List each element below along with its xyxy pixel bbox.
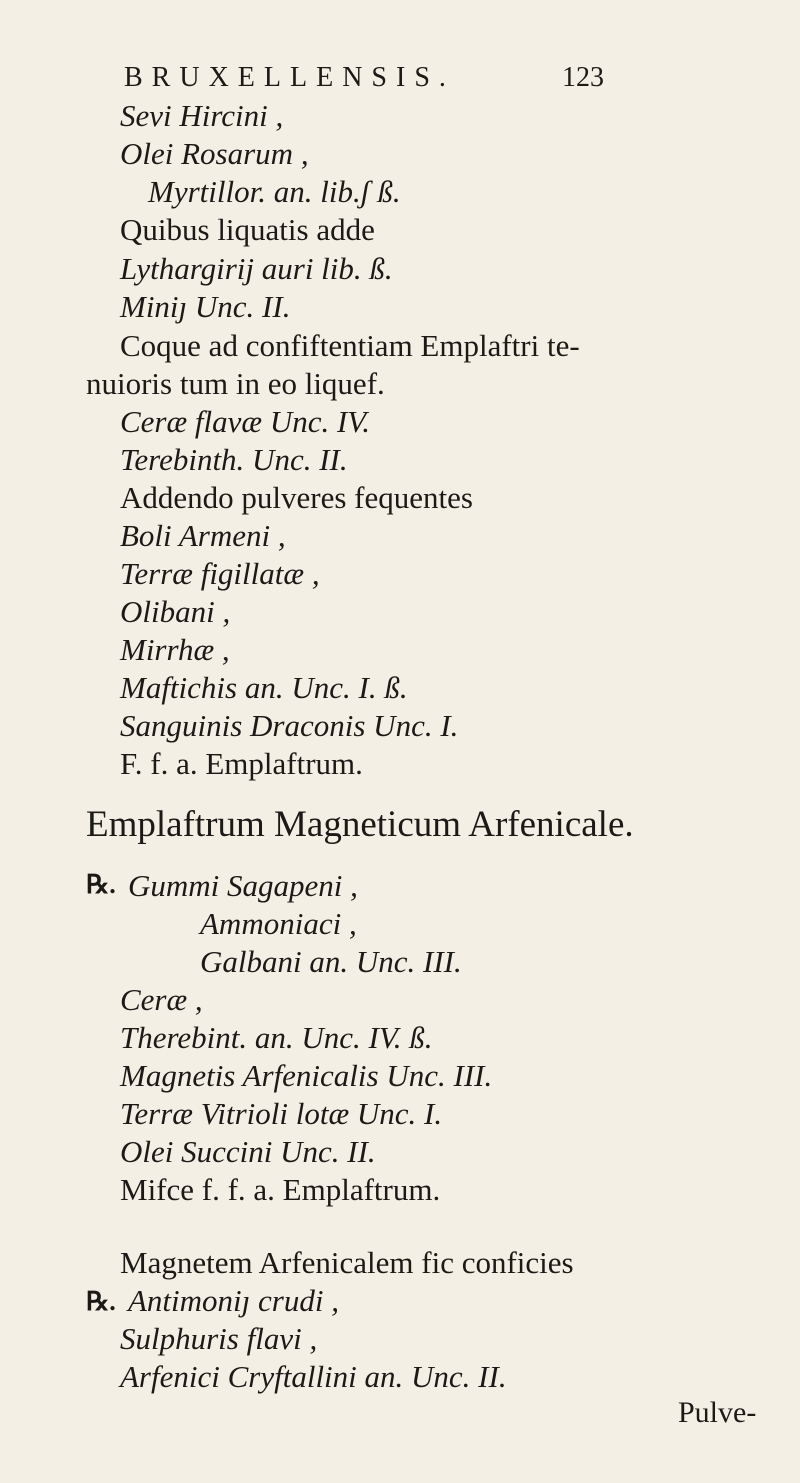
text-line: Sulphuris flavi , [120, 1321, 318, 1356]
text-line: F. f. a. Emplaftrum. [120, 746, 363, 781]
text-line: Addendo pulveres fequentes [120, 480, 473, 515]
text-line: Coque ad confiftentiam Emplaftri te- [120, 328, 580, 363]
text-line: Therebint. an. Unc. IV. ß. [120, 1020, 433, 1055]
text-line: Mirrhæ , [120, 632, 230, 667]
text-line: Terebinth. Unc. II. [120, 442, 348, 477]
text-line: Mifce f. f. a. Emplaftrum. [120, 1172, 441, 1207]
text-line: Miniȷ Unc. II. [120, 289, 291, 324]
text-line: Quibus liquatis adde [120, 212, 375, 247]
text-line: Antimoniȷ crudi , [128, 1283, 339, 1318]
text-line: Lythargirij auri lib. ß. [120, 251, 393, 286]
text-line: Sevi Hircini , [120, 98, 284, 133]
text-line: Ceræ flavæ Unc. IV. [120, 404, 370, 439]
text-line: Arfenici Cryftallini an. Unc. II. [120, 1359, 507, 1394]
text-line: Sanguinis Draconis Unc. I. [120, 708, 459, 743]
catchword: Pulve- [678, 1396, 757, 1429]
text-line: nuioris tum in eo liquef. [86, 366, 385, 401]
text-line: Magnetem Arfenicalem fic conficies [120, 1245, 574, 1280]
text-line: Galbani an. Unc. III. [200, 944, 462, 979]
text-line: Boli Armeni , [120, 518, 286, 553]
page-number: 123 [562, 62, 604, 93]
recipe-symbol: ℞. [86, 1287, 116, 1316]
text-line: Olibani , [120, 594, 231, 629]
text-line: Myrtillor. an. lib.ʃ ß. [148, 174, 401, 209]
text-line: Terræ Vitrioli lotæ Unc. I. [120, 1096, 443, 1131]
text-line: Ammoniaci , [200, 906, 357, 941]
text-line: Terræ figillatæ , [120, 556, 320, 591]
text-line: Ceræ , [120, 982, 203, 1017]
text-line: Olei Rosarum , [120, 136, 309, 171]
text-line: Gummi Sagapeni , [128, 868, 358, 903]
text-line: Magnetis Arfenicalis Unc. III. [120, 1058, 493, 1093]
running-title: BRUXELLENSIS. [124, 62, 455, 93]
text-line: Maftichis an. Unc. I. ß. [120, 670, 408, 705]
section-title: Emplaftrum Magneticum Arfenicale. [86, 804, 634, 845]
text-line: Olei Succini Unc. II. [120, 1134, 376, 1169]
recipe-symbol: ℞. [86, 870, 116, 899]
